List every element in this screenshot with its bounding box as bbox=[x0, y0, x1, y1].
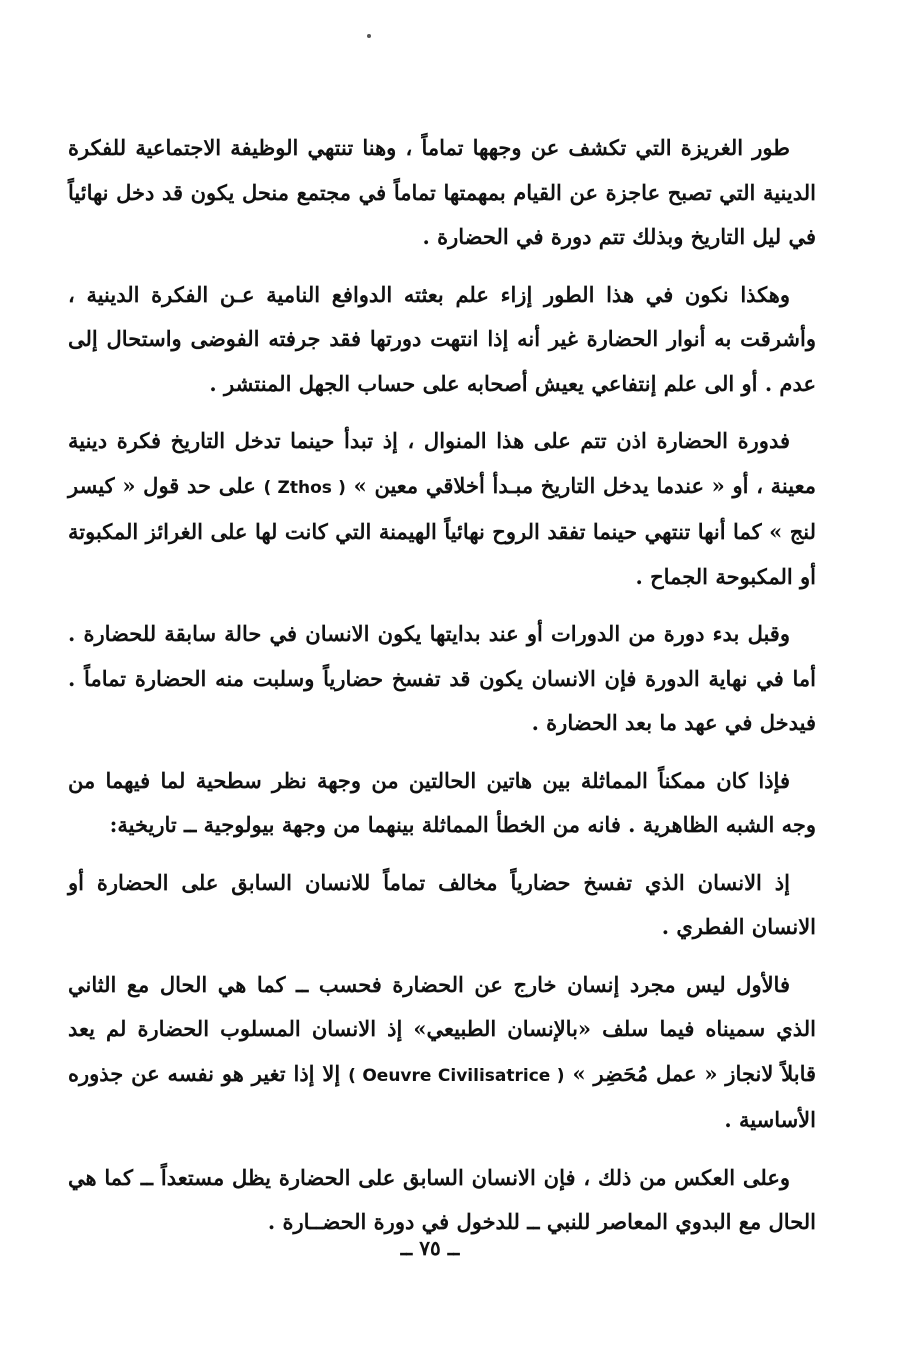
paragraph-4: وقبل بدء دورة من الدورات أو عند بدايتها يكون الانسان في حالة سابقة للحضارة . أما في نهاية الدورة فإن الانسان يكون قد تفسخ حضارياً وسلبت منه الحضارة تماماً . فيدخل في عهد ما بعد الحضارة . bbox=[68, 621, 816, 735]
latin-term-oeuvre: ( Oeuvre Civilisatrice ) bbox=[348, 1065, 565, 1086]
paragraph-1: طور الغريزة التي تكشف عن وجهها تماماً ، وهنا تنتهي الوظيفة الاجتماعية للفكرة الدينية التي تصبح عاجزة عن القيام بمهمتها تماماً في مجتمع منحل يكون قد دخل نهائياً في ليل التاريخ وبذلك تتم دورة في الحضارة . bbox=[68, 135, 816, 249]
scan-speck bbox=[367, 34, 371, 38]
paragraph-7 bbox=[68, 963, 816, 1143]
paragraph-7-text-after: إلا إذا تغير هو نفسه عن جذوره الأساسية . bbox=[68, 1060, 816, 1132]
paragraph-8: وعلى العكس من ذلك ، فإن الانسان السابق على الحضارة يظل مستعداً ــ كما هي الحال مع البدوي المعاصر للنبي ــ للدخول في دورة الحضــارة . bbox=[68, 1164, 816, 1234]
body-text bbox=[68, 126, 816, 1258]
page-number: ــ ٧٥ ــ bbox=[400, 1236, 460, 1260]
paragraph-3 bbox=[68, 419, 816, 599]
paragraph-6: إذ الانسان الذي تفسخ حضارياً مخالف تماماً للانسان السابق على الحضارة أو الانسان الفطري . bbox=[68, 869, 816, 939]
paragraph-5: فإذا كان ممكناً المماثلة بين هاتين الحالتين من وجهة نظر سطحية لما فيهما من وجه الشبه الظاهرية . فانه من الخطأ المماثلة بينهما من وجهة بيولوجية ــ تاريخية: bbox=[68, 767, 816, 837]
paragraph-2: وهكذا نكون في هذا الطور إزاء علم بعثته الدوافع النامية عـن الفكرة الدينية ، وأشرقت به أنوار الحضارة غير أنه إذا انتهت دورتها فقد جرفته الفوضى واستحال إلى عدم . أو الى علم إنتفاعي يعيش أصحابه على حساب الجهل المنتشر . bbox=[68, 281, 816, 396]
latin-term-zthos: ( Zthos ) bbox=[263, 477, 346, 498]
paragraph-3-text-after: على حد قول « كيسر لنج » كما أنها تنتهي حينما تفقد الروح نهائياً الهيمنة التي كانت لها على الغرائز المكبوتة أو المكبوحة الجماح . bbox=[68, 472, 816, 589]
paragraph-3-text-before: فدورة الحضارة اذن تتم على هذا المنوال ، إذ تبدأ حينما تدخل التاريخ فكرة دينية معينة ، أو « عندما يدخل التاريخ مبـدأ أخلاقي معين » bbox=[68, 428, 816, 498]
paragraph-7-text-before: فالأول ليس مجرد إنسان خارج عن الحضارة فحسب ــ كما هي الحال مع الثاني الذي سميناه فيما سلف «بالإنسان الطبيعي» إذ الانسان المسلوب الحضارة لم يعد قابلاً لانجاز « عمل مُحَضِر » bbox=[68, 971, 817, 1086]
